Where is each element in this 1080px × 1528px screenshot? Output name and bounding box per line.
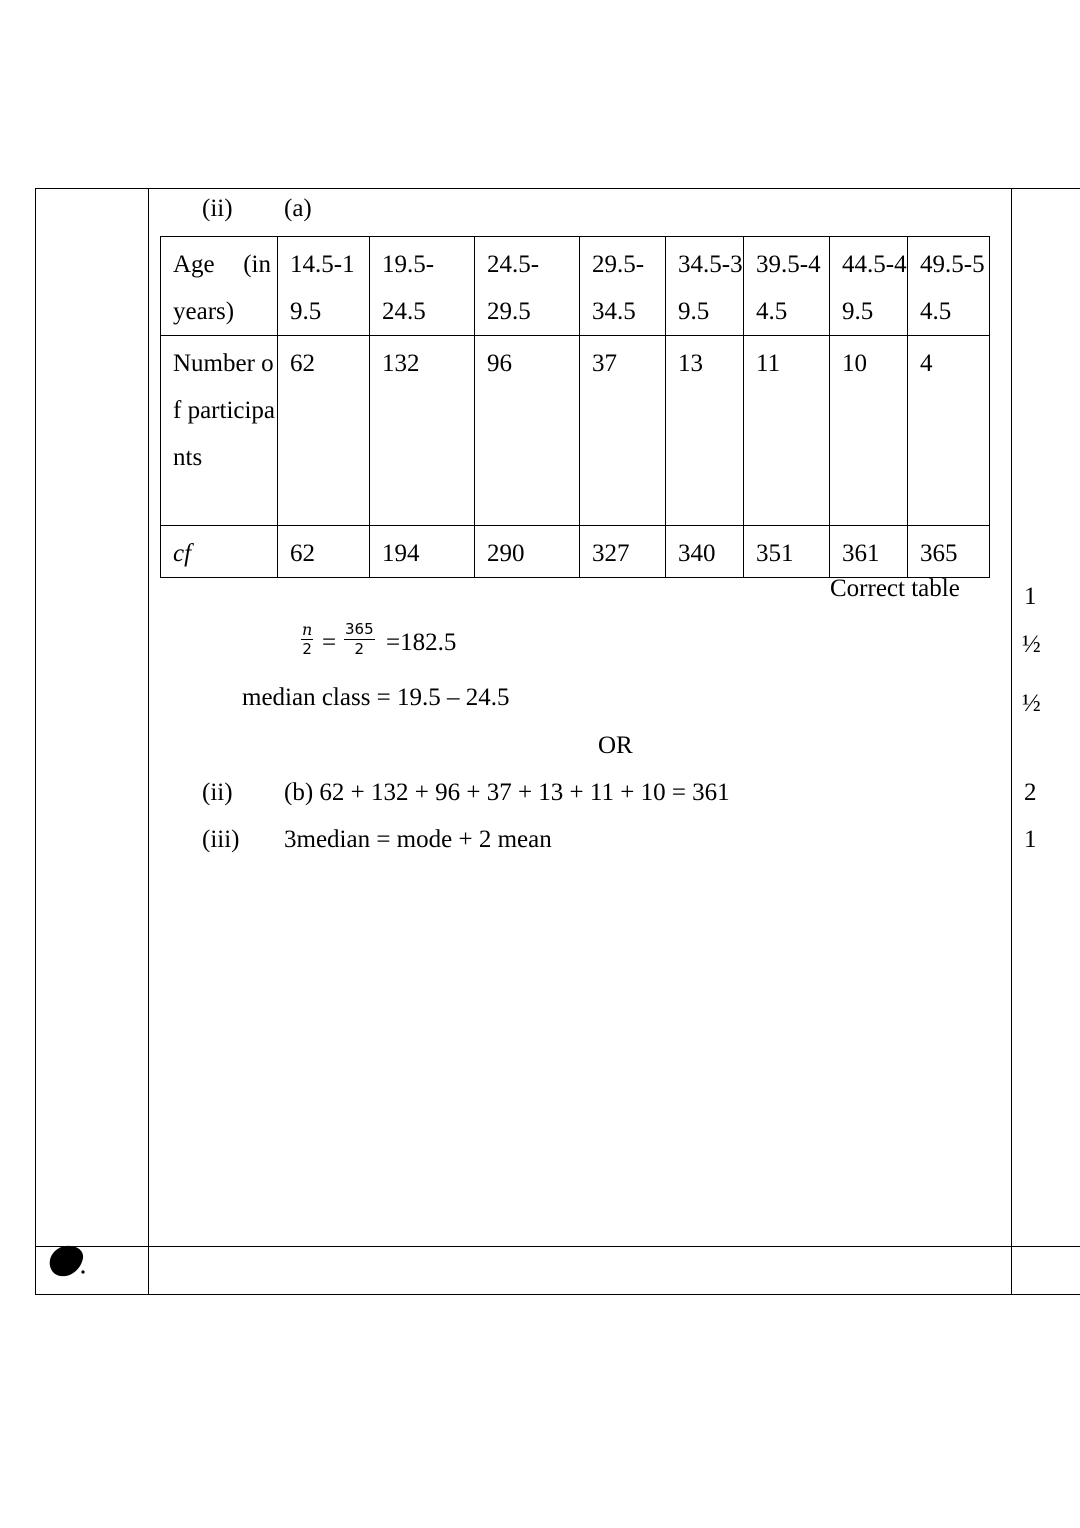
correct-table-note: Correct table	[830, 575, 960, 602]
cf-cell: 327	[580, 526, 666, 578]
row-label-age: Age (in years)	[161, 237, 278, 336]
participants-cell: 132	[370, 336, 475, 526]
cf-cell: 290	[475, 526, 580, 578]
age-group-cell: 19.5-24.5	[370, 237, 475, 336]
row-label-participants: Number of participants	[161, 336, 278, 526]
cf-cell: 340	[666, 526, 744, 578]
frame-row-divider	[35, 1246, 1080, 1247]
age-group-cell: 24.5-29.5	[475, 237, 580, 336]
frame-left-border	[35, 188, 36, 1295]
fraction-n-over-2: $\frac{n}{2}$	[302, 620, 313, 658]
participants-cell: 96	[475, 336, 580, 526]
frame-bottom-border	[35, 1294, 1080, 1295]
equals-sign: =	[322, 629, 337, 656]
participants-cell: 11	[744, 336, 830, 526]
or-divider: OR	[598, 732, 633, 759]
part-iii-relation: 3median = mode + 2 mean	[284, 826, 552, 853]
age-group-cell: 29.5-34.5	[580, 237, 666, 336]
median-class-line: median class = 19.5 – 24.5	[242, 684, 510, 711]
participants-cell: 62	[278, 336, 370, 526]
table-row-participants	[161, 336, 990, 526]
cf-cell: 365	[908, 526, 990, 578]
table-row-cf	[161, 526, 990, 578]
cf-cell: 361	[830, 526, 908, 578]
median-position-result: =182.5	[386, 629, 457, 656]
age-group-cell: 34.5-39.5	[666, 237, 744, 336]
marks-median-class: ½	[1022, 690, 1041, 717]
marks-correct-table: 1	[1024, 583, 1037, 610]
participants-cell: 37	[580, 336, 666, 526]
participants-cell: 10	[830, 336, 908, 526]
frame-col-divider-1	[148, 188, 149, 1295]
fraction-365-over-2: $\frac{365}{2}$	[345, 620, 374, 658]
age-group-cell: 39.5-44.5	[744, 237, 830, 336]
part-b-sum: (b) 62 + 132 + 96 + 37 + 13 + 11 + 10 = 361	[284, 779, 730, 806]
age-group-cell: 14.5-19.5	[278, 237, 370, 336]
frame-col-divider-2	[1011, 188, 1012, 1295]
participants-cell: 13	[666, 336, 744, 526]
part-b-label: (ii)	[202, 779, 233, 806]
redaction-blot-icon	[46, 1244, 86, 1278]
frequency-table	[160, 236, 990, 578]
subpart-label: (a)	[284, 195, 312, 222]
marks-part-b: 2	[1024, 779, 1037, 806]
cf-cell: 351	[744, 526, 830, 578]
cf-cell: 62	[278, 526, 370, 578]
marks-median-position: ½	[1022, 631, 1041, 658]
frame-top-border	[35, 188, 1080, 189]
table-row-age	[161, 237, 990, 336]
part-label: (ii)	[202, 195, 233, 222]
participants-cell: 4	[908, 336, 990, 526]
age-group-cell: 49.5-54.5	[908, 237, 990, 336]
cf-cell: 194	[370, 526, 475, 578]
row-label-cf: cf	[161, 526, 278, 578]
part-iii-label: (iii)	[202, 826, 240, 853]
marks-part-iii: 1	[1024, 826, 1037, 853]
age-group-cell: 44.5-49.5	[830, 237, 908, 336]
